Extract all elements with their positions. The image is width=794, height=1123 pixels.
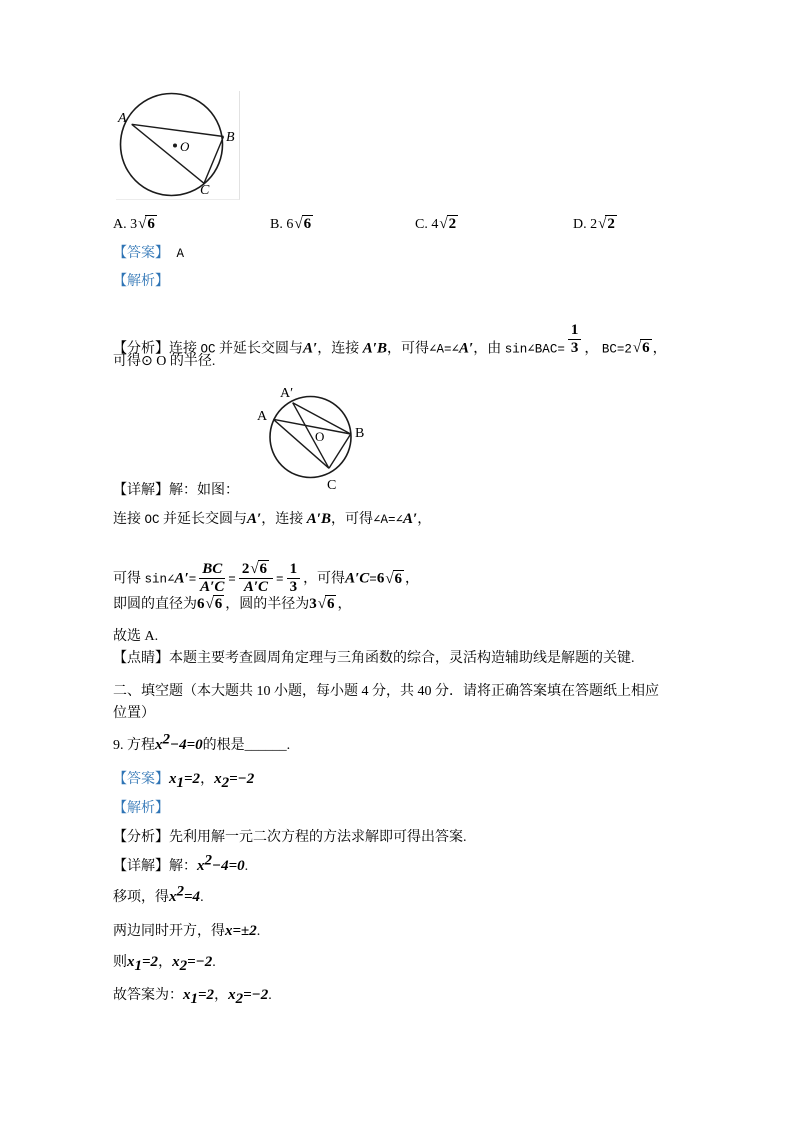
q9-jiexi-tag — [113, 798, 169, 819]
q9-fenxi-line — [113, 827, 467, 848]
text-run: x — [183, 987, 191, 1003]
text-run: ∠A=∠ — [428, 342, 460, 357]
text-run: 故答案为： — [113, 988, 183, 1003]
text-run: OC — [200, 342, 216, 357]
text-run: ，连接 — [317, 341, 363, 357]
sub-text: 2 — [221, 774, 230, 791]
text-run: A′B — [306, 511, 331, 527]
option-a — [113, 214, 158, 235]
text-run: =−2 — [229, 771, 255, 787]
sqrt-expression: √ 6 — [385, 570, 403, 587]
text-run: ， — [337, 597, 352, 612]
section2-header-line-2 — [113, 703, 155, 724]
sub-text: 2 — [179, 957, 188, 974]
text-run: = — [276, 572, 284, 587]
text-run: A′ — [303, 340, 318, 357]
q9-answer-line — [113, 769, 254, 790]
sup-text: 2 — [204, 852, 212, 869]
text-run: −4=0 — [212, 858, 245, 874]
text-run: 可得 — [113, 571, 145, 587]
circle-diagram-abc — [116, 91, 240, 200]
text-run: ，可得 — [303, 571, 346, 587]
text-run: x — [228, 987, 236, 1003]
text-run: . — [200, 890, 204, 905]
text-run: sin∠ — [144, 572, 175, 587]
text-run: ， — [214, 988, 229, 1003]
label-a-prime: A′ — [280, 386, 294, 401]
text-run: =±2 — [232, 923, 257, 939]
q9-sqrt-line — [113, 921, 260, 942]
fraction — [199, 561, 225, 597]
text-run: x — [169, 771, 177, 787]
text-run: 【分析】连接 — [113, 341, 201, 357]
text-run: 【分析】先利用解一元二次方程的方法求解即可得出答案. — [113, 830, 467, 845]
text-run: = — [188, 572, 197, 587]
text-run: ，圆的半径为 — [225, 597, 310, 612]
sqrt-expression: √ 2 — [439, 216, 457, 232]
text-run: x — [155, 737, 163, 753]
text-run: BC — [202, 561, 223, 577]
text-run: A′ — [174, 570, 189, 587]
text-run: =2 — [142, 954, 159, 970]
text-run: 1 — [289, 561, 298, 577]
text-run: 6 — [376, 570, 385, 587]
text-run: A′C — [243, 579, 269, 596]
text-run: = — [369, 572, 377, 587]
sqrt-expression: √ 6 — [317, 596, 335, 612]
text-run: =2 — [198, 987, 215, 1003]
q8-formula-line — [113, 560, 419, 597]
sqrt-expression: √ 6 — [632, 340, 650, 357]
text-run: 【详解】解：如图： — [113, 483, 239, 498]
text-run: 6 — [197, 596, 205, 612]
text-run: A. 3 — [113, 217, 138, 232]
text-run: 【答案】 — [113, 246, 169, 261]
fraction — [287, 561, 301, 597]
text-run: 故选 A. — [113, 629, 159, 644]
circle-diagram-a-prime — [252, 383, 374, 495]
q9-xiangjie-line — [113, 852, 249, 877]
text-run: ，由 — [473, 341, 505, 357]
text-run: A′C — [200, 579, 225, 596]
text-run: . — [212, 955, 216, 970]
text-run: . — [256, 924, 261, 939]
chord-ab — [273, 419, 350, 434]
fraction — [568, 322, 582, 358]
text-run: x — [127, 954, 135, 970]
text-run: A′ — [247, 511, 262, 527]
text-run: C. 4 — [415, 217, 439, 232]
q8-dianjing-line — [113, 648, 635, 669]
text-run: 【解析】 — [113, 801, 169, 816]
q8-answer-line — [113, 243, 184, 265]
text-run: 9. 方程 — [113, 738, 155, 753]
text-run: x — [197, 858, 205, 874]
text-run: 2 — [241, 561, 250, 577]
text-run: D. 2 — [573, 217, 598, 232]
text-run: ，可得 — [330, 512, 373, 527]
label-o: O — [315, 429, 325, 444]
center-dot — [173, 144, 177, 148]
q9-move-line — [113, 883, 204, 908]
text-run: 3 — [309, 596, 317, 612]
text-run: ，可得 — [386, 341, 429, 357]
text-run: B. 6 — [270, 217, 294, 232]
text-run: 则 — [113, 955, 127, 970]
sub-text: 1 — [134, 957, 142, 974]
label-o: O — [180, 139, 190, 154]
text-run: 【答案】 — [113, 772, 169, 787]
text-run: ， — [417, 512, 432, 527]
sub-text: 1 — [190, 990, 198, 1007]
label-a: A — [118, 111, 127, 126]
text-run: 即圆的直径为 — [113, 597, 197, 612]
q9-then-line — [113, 952, 216, 973]
text-run: BC=2 — [601, 342, 632, 357]
text-run: ，连接 — [261, 512, 307, 527]
text-run: = — [228, 572, 236, 587]
label-b: B — [355, 426, 365, 441]
text-run: =2 — [184, 771, 201, 787]
sqrt-expression: √ 2 — [598, 216, 615, 232]
text-run: A′ — [403, 511, 418, 527]
text-run: ， — [158, 955, 173, 970]
sup-text: 2 — [162, 731, 170, 748]
text-run: x — [225, 923, 233, 939]
q8-choice-line — [113, 626, 158, 647]
sqrt-expression: √ 6 — [294, 216, 312, 232]
text-run: 位置） — [113, 706, 155, 721]
text-run: 可得⊙ O 的半径. — [113, 354, 216, 369]
text-run: A′C — [345, 570, 370, 587]
sqrt-expression: √ 6 — [138, 216, 155, 232]
q9-final-line — [113, 985, 272, 1006]
sqrt-expression: √ 6 — [205, 596, 223, 612]
text-run: . — [268, 988, 272, 1003]
fraction — [239, 560, 273, 597]
text-run: 并延长交圆与 — [159, 512, 248, 527]
q8-diameter-line — [113, 594, 351, 615]
text-run: 并延长交圆与 — [215, 341, 304, 357]
text-run: 的根是______. — [202, 738, 291, 753]
text-run: ， — [652, 341, 667, 357]
text-run: A′ — [459, 340, 474, 357]
q8-jiexi-tag — [113, 271, 169, 292]
text-run: 二、填空题（本大题共 10 小题，每小题 4 分，共 40 分．请将正确答案填在答题纸上相应 — [113, 684, 659, 699]
text-run: 【解析】 — [113, 274, 169, 289]
text-run: 3 — [570, 340, 579, 357]
text-run: A′B — [362, 340, 387, 357]
text-run: 3 — [289, 579, 298, 596]
text-run: sin∠BAC= — [504, 342, 565, 357]
text-run: OC — [144, 513, 160, 527]
chord-bc — [329, 434, 351, 468]
circle-outline — [121, 94, 223, 196]
text-run: −4=0 — [170, 737, 203, 753]
section2-header-line-1 — [113, 681, 659, 702]
text-run: 1 — [570, 322, 579, 338]
option-c — [415, 214, 459, 235]
text-run: =−2 — [187, 954, 213, 970]
text-run: 【点睛】本题主要考查圆周角定理与三角函数的综合，灵活构造辅助线是解题的关键. — [113, 651, 635, 666]
q9-stem — [113, 731, 291, 756]
label-b: B — [226, 130, 235, 145]
text-run: ， — [584, 341, 602, 357]
circle-outline — [270, 397, 351, 478]
text-run: . — [244, 859, 249, 874]
text-run: x — [169, 889, 177, 905]
sub-text: 2 — [235, 990, 244, 1007]
circle-diagram-abc-svg — [116, 91, 239, 199]
sup-text: 2 — [176, 883, 184, 900]
text-run: =−2 — [243, 987, 269, 1003]
label-a: A — [257, 409, 268, 424]
q8-xiangjie-line — [113, 480, 239, 501]
text-run: A — [169, 247, 185, 261]
text-run: x — [172, 954, 180, 970]
sub-text: 1 — [176, 774, 184, 791]
q8-fenxi-line-2 — [113, 351, 215, 372]
text-run: ， — [200, 772, 215, 787]
sqrt-expression: √ 6 — [250, 561, 268, 577]
option-b — [270, 214, 314, 235]
option-d — [573, 214, 618, 235]
text-run: ∠A=∠ — [372, 513, 404, 527]
label-c: C — [200, 183, 210, 198]
text-run: 【详解】解： — [113, 859, 197, 874]
label-c: C — [327, 478, 337, 493]
text-run: x — [214, 771, 222, 787]
text-run: 移项，得 — [113, 890, 169, 905]
text-run: ， — [405, 571, 420, 587]
q8-conn-line — [113, 509, 431, 531]
text-run: 两边同时开方，得 — [113, 924, 225, 939]
text-run: =4 — [184, 889, 201, 905]
circle-diagram-a-prime-svg — [252, 383, 374, 495]
text-run: 连接 — [113, 512, 145, 527]
